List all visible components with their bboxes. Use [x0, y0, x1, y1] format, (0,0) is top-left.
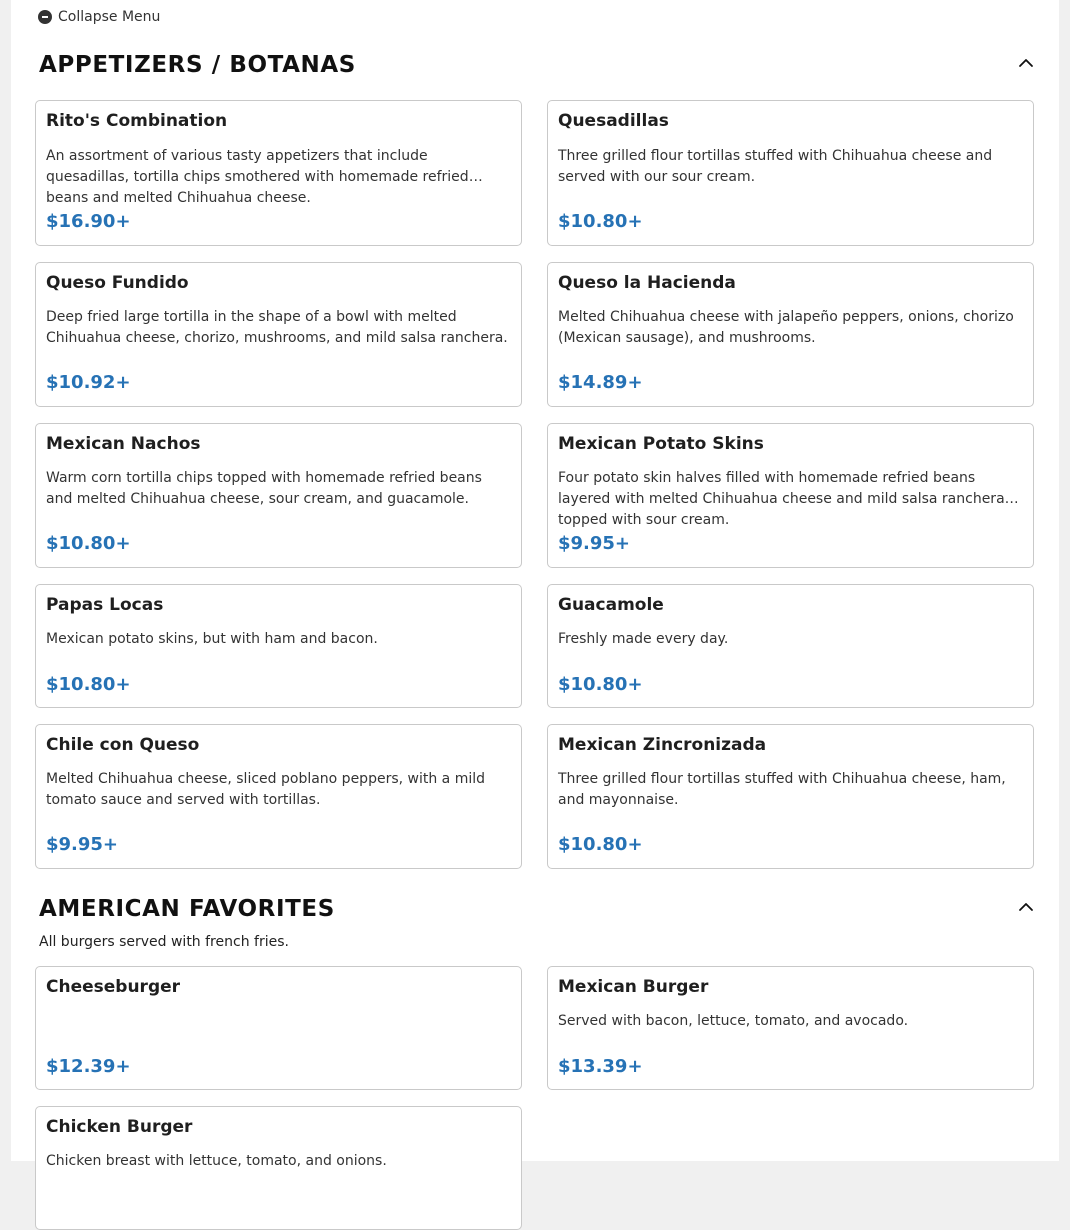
item-description: Three grilled flour tortillas stuffed with Chihuahua cheese and served with our sour cream.: [558, 148, 993, 185]
item-name: Chile con Queso: [46, 735, 200, 755]
item-name: Mexican Nachos: [46, 434, 201, 454]
menu-item-card[interactable]: [547, 100, 1034, 246]
item-description: Melted Chihuahua cheese, sliced poblano peppers, with a mild tomato sauce and served with tortillas.: [46, 771, 486, 808]
item-price: $10.80+: [558, 674, 643, 695]
section-title: APPETIZERS / BOTANAS: [39, 52, 356, 78]
menu-item-card[interactable]: [35, 262, 522, 407]
collapse-menu-label: Collapse Menu: [58, 9, 161, 25]
item-name: Guacamole: [558, 595, 664, 615]
item-name: Mexican Potato Skins: [558, 434, 764, 454]
section-note: All burgers served with french fries.: [39, 934, 289, 950]
item-price: $14.89+: [558, 372, 643, 393]
menu-item-card[interactable]: [35, 966, 522, 1090]
item-price: $9.95+: [558, 533, 631, 554]
section-header-appetizers: [39, 52, 1035, 82]
item-description: Melted Chihuahua cheese with jalapeño peppers, onions, chorizo (Mexican sausage), and mushrooms.: [558, 309, 1014, 346]
menu-item-card[interactable]: [547, 966, 1034, 1090]
section-title: AMERICAN FAVORITES: [39, 896, 335, 922]
item-description: Deep fried large tortilla in the shape of a bowl with melted Chihuahua cheese, chorizo, mushrooms, and mild salsa ranchera.: [46, 309, 508, 346]
item-price: $9.95+: [46, 834, 119, 855]
menu-item-card[interactable]: [35, 423, 522, 568]
menu-item-card[interactable]: [35, 1106, 522, 1230]
item-price: $10.92+: [46, 372, 131, 393]
item-description: Served with bacon, lettuce, tomato, and avocado.: [558, 1013, 909, 1029]
menu-item-card[interactable]: [547, 262, 1034, 407]
chevron-up-icon[interactable]: [1017, 898, 1035, 916]
item-description: Freshly made every day.: [558, 631, 729, 647]
menu-item-card[interactable]: [547, 724, 1034, 869]
menu-item-card[interactable]: [35, 100, 522, 246]
item-name: Rito's Combination: [46, 111, 228, 131]
item-description: An assortment of various tasty appetizers that include quesadillas, tortilla chips smothered with homemade refried beans and melted Chihuahua cheese.: [46, 148, 469, 206]
menu-item-card[interactable]: [35, 724, 522, 869]
menu-item-card[interactable]: [547, 584, 1034, 708]
item-price: $10.80+: [558, 834, 643, 855]
menu-item-card[interactable]: [547, 423, 1034, 568]
item-price: $12.39+: [46, 1056, 131, 1077]
item-price: $16.90+: [46, 211, 131, 232]
item-description: Four potato skin halves filled with homemade refried beans layered with melted Chihuahua cheese and mild salsa ranchera, topped with sour cream.: [558, 470, 1010, 528]
item-name: Queso la Hacienda: [558, 273, 736, 293]
minus-circle-icon: [38, 10, 52, 24]
item-name: Chicken Burger: [46, 1117, 193, 1137]
item-description: Three grilled flour tortillas stuffed with Chihuahua cheese, ham, and mayonnaise.: [558, 771, 1006, 808]
collapse-menu-button[interactable]: [38, 8, 160, 26]
item-name: Quesadillas: [558, 111, 669, 131]
item-name: Queso Fundido: [46, 273, 189, 293]
item-name: Cheeseburger: [46, 977, 181, 997]
menu-page: [11, 0, 1059, 1169]
chevron-up-icon[interactable]: [1017, 54, 1035, 72]
section-header-american-favorites: [39, 896, 1035, 926]
item-price: $10.80+: [46, 674, 131, 695]
item-description: Chicken breast with lettuce, tomato, and onions.: [46, 1153, 387, 1169]
item-description: Warm corn tortilla chips topped with homemade refried beans and melted Chihuahua cheese, sour cream, and guacamole.: [46, 470, 482, 507]
item-price: $13.39+: [558, 1056, 643, 1077]
item-description: Mexican potato skins, but with ham and bacon.: [46, 631, 378, 647]
item-name: Papas Locas: [46, 595, 164, 615]
item-price: $10.80+: [558, 211, 643, 232]
item-name: Mexican Zincronizada: [558, 735, 767, 755]
menu-item-card[interactable]: [35, 584, 522, 708]
item-name: Mexican Burger: [558, 977, 709, 997]
item-price: $10.80+: [46, 533, 131, 554]
